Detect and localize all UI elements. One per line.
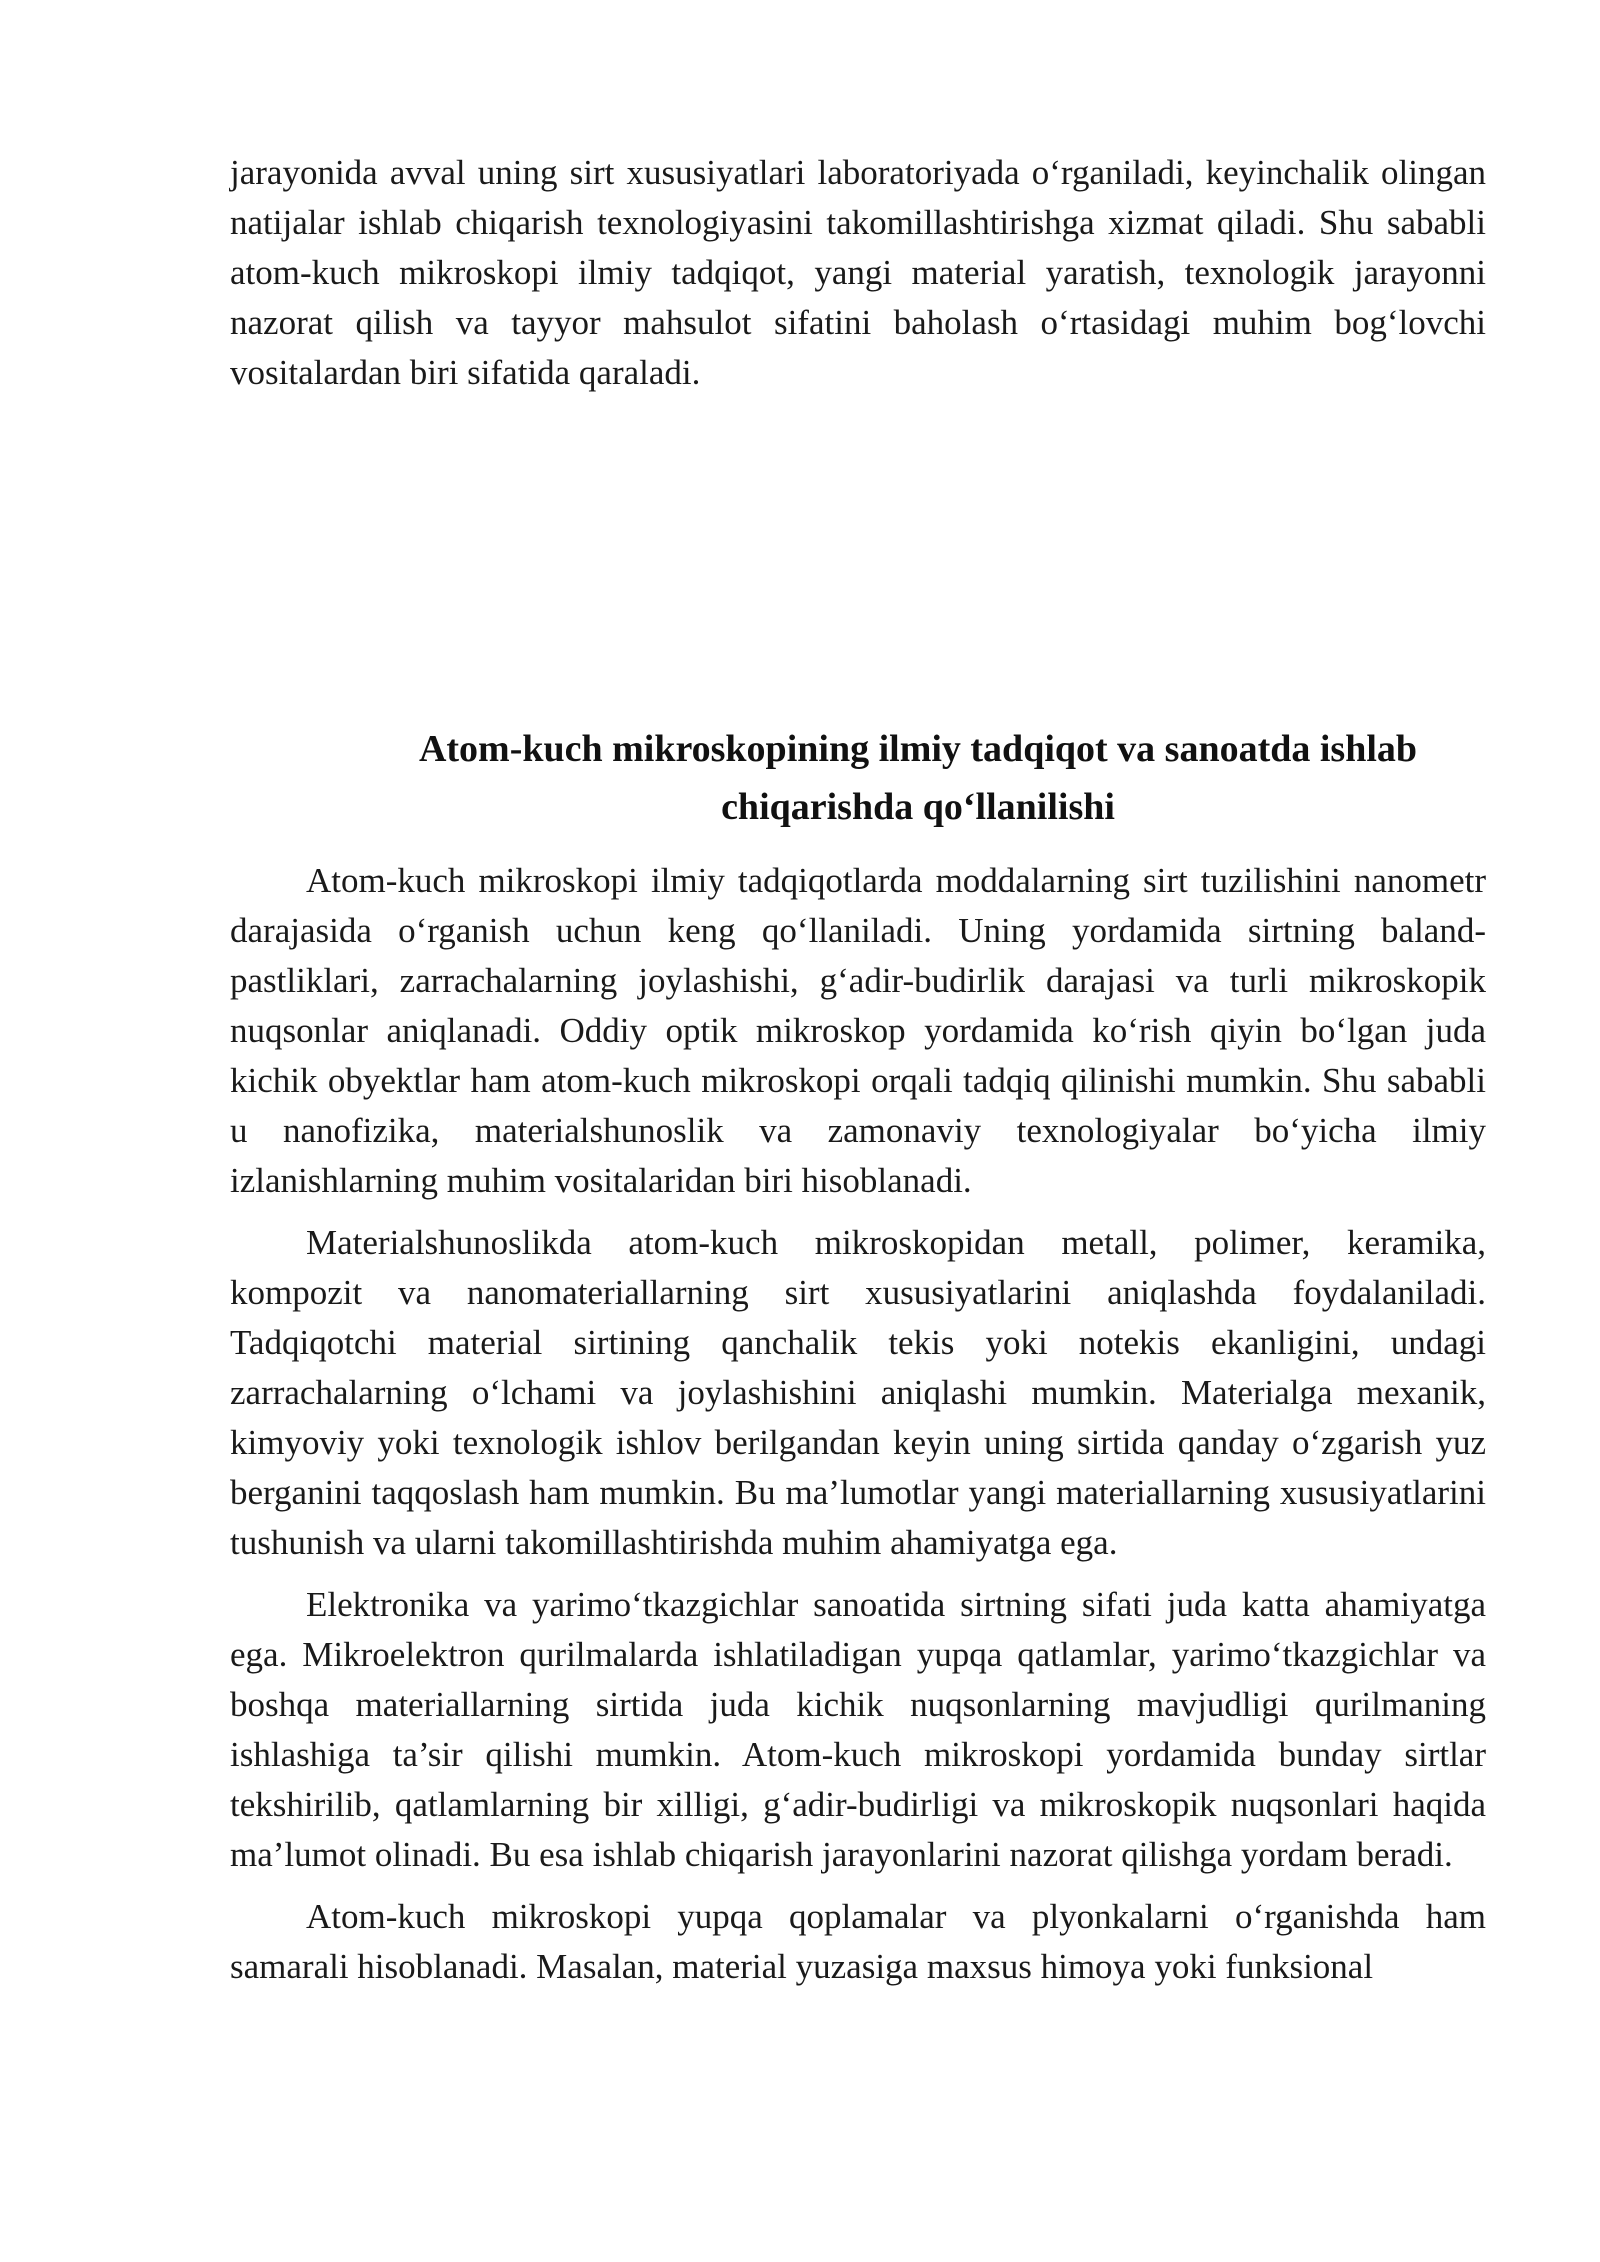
- body-paragraph: Materialshunoslikda atom-kuch mikroskopidan metall, polimer, keramika, kompozit va nanomateriallarning sirt xususiyatlarini aniqlashda foydalaniladi. Tadqiqotchi material sirtining qanchalik tekis yoki notekis ekanligini, undagi zarrachalarning o‘lchami va joylashishini aniqlashi mumkin. Materialga mexanik, kimyoviy yoki texnologik ishlov berilgandan keyin uning sirtida qanday o‘zgarish yuz berganini taqqoslash ham mumkin. Bu ma’lumotlar yangi materiallarning xususiyatlarini tushunish va ularni takomillashtirishda muhim ahamiyatga ega.: [230, 1223, 1486, 1562]
- section-body: [230, 856, 1486, 2004]
- body-paragraph: Atom-kuch mikroskopi yupqa qoplamalar va plyonkalarni o‘rganishda ham samarali hisoblanadi. Masalan, material yuzasiga maxsus himoya yoki funksional: [230, 1897, 1486, 1986]
- intro-paragraph: jarayonida avval uning sirt xususiyatlari laboratoriyada o‘rganiladi, keyinchalik olingan natijalar ishlab chiqarish texnologiyasini takomillashtirishga xizmat qiladi. Shu sababli atom-kuch mikroskopi ilmiy tadqiqot, yangi material yaratish, texnologik jarayonni nazorat qilish va tayyor mahsulot sifatini baholash o‘rtasidagi muhim bog‘lovchi vositalardan biri sifatida qaraladi.: [230, 153, 1486, 392]
- body-paragraph: Elektronika va yarimo‘tkazgichlar sanoatida sirtning sifati juda katta ahamiyatga ega. Mikroelektron qurilmalarda ishlatiladigan yupqa qatlamlar, yarimo‘tkazgichlar va boshqa materiallarning sirtida juda kichik nuqsonlarning mavjudligi qurilmaning ishlashiga ta’sir qilishi mumkin. Atom-kuch mikroskopi yordamida bunday sirtlar tekshirilib, qatlamlarning bir xilligi, g‘adir-budirligi va mikroskopik nuqsonlari haqida ma’lumot olinadi. Bu esa ishlab chiqarish jarayonlarini nazorat qilishga yordam beradi.: [230, 1585, 1486, 1874]
- body-paragraph: Atom-kuch mikroskopi ilmiy tadqiqotlarda moddalarning sirt tuzilishini nanometr darajasida o‘rganish uchun keng qo‘llaniladi. Uning yordamida sirtning baland-pastliklari, zarrachalarning joylashishi, g‘adir-budirlik darajasi va turli mikroskopik nuqsonlar aniqlanadi. Oddiy optik mikroskop yordamida ko‘rish qiyin bo‘lgan juda kichik obyektlar ham atom-kuch mikroskopi orqali tadqiq qilinishi mumkin. Shu sababli u nanofizika, materialshunoslik va zamonaviy texnologiyalar bo‘yicha ilmiy izlanishlarning muhim vositalaridan biri hisoblanadi.: [230, 861, 1486, 1200]
- section-heading: Atom-kuch mikroskopining ilmiy tadqiqot va sanoatda ishlab chiqarishda qo‘llanilishi: [418, 728, 1418, 828]
